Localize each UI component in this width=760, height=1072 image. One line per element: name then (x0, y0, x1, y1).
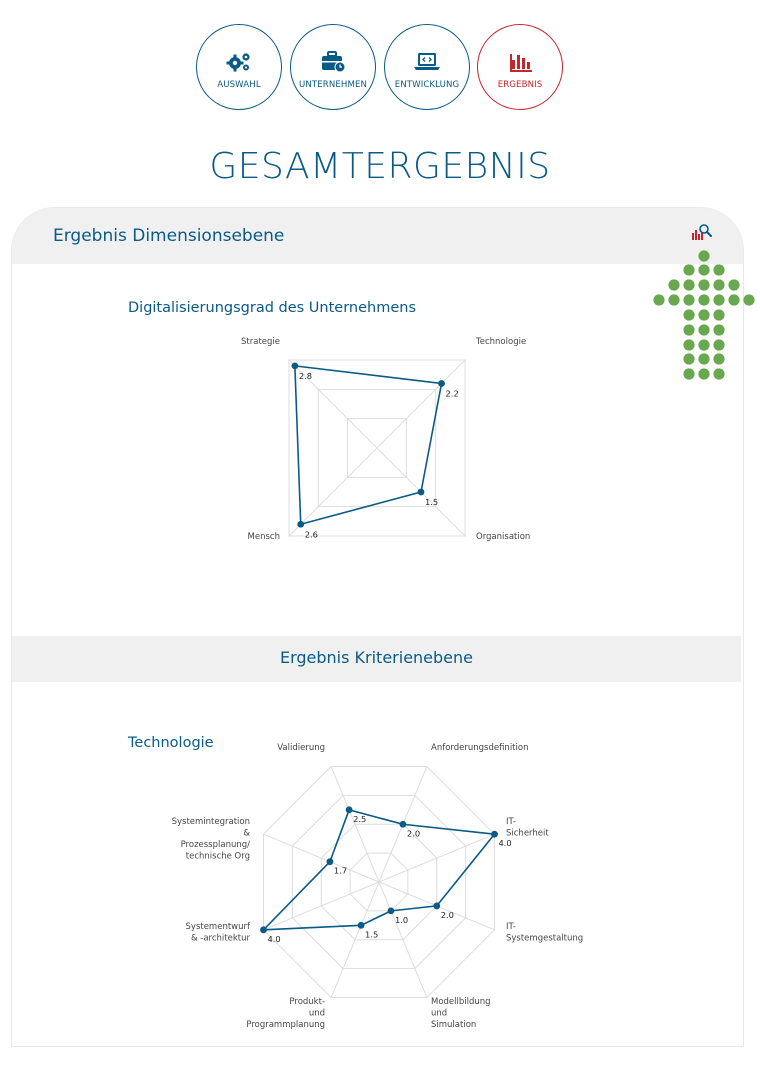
radar-value-label: 2.0 (406, 828, 421, 839)
radar-value-label: 2.8 (298, 370, 313, 381)
radar-value-label: 2.5 (353, 813, 367, 824)
radar-axis-label: Strategie (241, 337, 280, 347)
radar-data-point (388, 907, 395, 914)
radar-value-label: 4.0 (267, 933, 281, 944)
radar-value-label: 2.6 (304, 529, 318, 540)
radar-axis-label: Organisation (476, 532, 531, 542)
radar-data-point (400, 821, 407, 828)
radar-axis-label: IT-Systemgestaltung (506, 922, 584, 944)
chart-title-dimension: Digitalisierungsgrad des Unternehmens (128, 300, 417, 316)
radar-axis-label: Mensch (247, 532, 280, 542)
radar-data-point (358, 922, 365, 929)
chart-title-technologie: Technologie (128, 735, 214, 751)
radar-value-label: 2.0 (440, 909, 454, 920)
radar-axis-label: Modellbildung und Simulation (431, 997, 491, 1030)
nav-ergebnis-label: ERGEBNIS (497, 80, 543, 90)
radar-data-point (327, 858, 334, 865)
nav-unternehmen-label: UNTERNEHMEN (298, 80, 368, 90)
radar-axis-label: Systemintegration & Prozessplanung/ technische Org (171, 817, 250, 862)
radar-data-point (260, 926, 267, 933)
radar-value-label: 1.7 (333, 865, 348, 876)
card-header-title: Ergebnis Dimensionsebene (53, 226, 285, 246)
radar-data-point (433, 903, 440, 910)
radar-axis-label: Produkt-und Programmplanung (246, 997, 325, 1030)
radar-series-line (264, 810, 495, 930)
page-title: GESAMTERGEBNIS (209, 146, 551, 187)
radar-axis-label: Anforderungsdefinition (431, 743, 529, 753)
nav-auswahl-label: AUSWAHL (217, 80, 261, 90)
radar-axis-label: Validierung (277, 743, 325, 753)
nav-entwicklung-label: ENTWICKLUNG (394, 80, 460, 90)
radar-value-label: 2.2 (445, 388, 459, 399)
radar-axis-label: Technologie (476, 337, 527, 347)
radar-value-label: 1.5 (425, 497, 439, 507)
radar-axis-label: Systementwurf & -architektur (185, 922, 250, 944)
radar-value-label: 1.5 (365, 929, 379, 940)
radar-data-point (491, 831, 498, 838)
radar-axis-label: IT-Sicherheit (506, 817, 549, 839)
radar-value-label: 1.0 (394, 914, 409, 925)
section2-title: Ergebnis Kriterienebene (279, 648, 474, 667)
radar-value-label: 4.0 (498, 838, 512, 849)
radar-data-point (346, 806, 353, 813)
